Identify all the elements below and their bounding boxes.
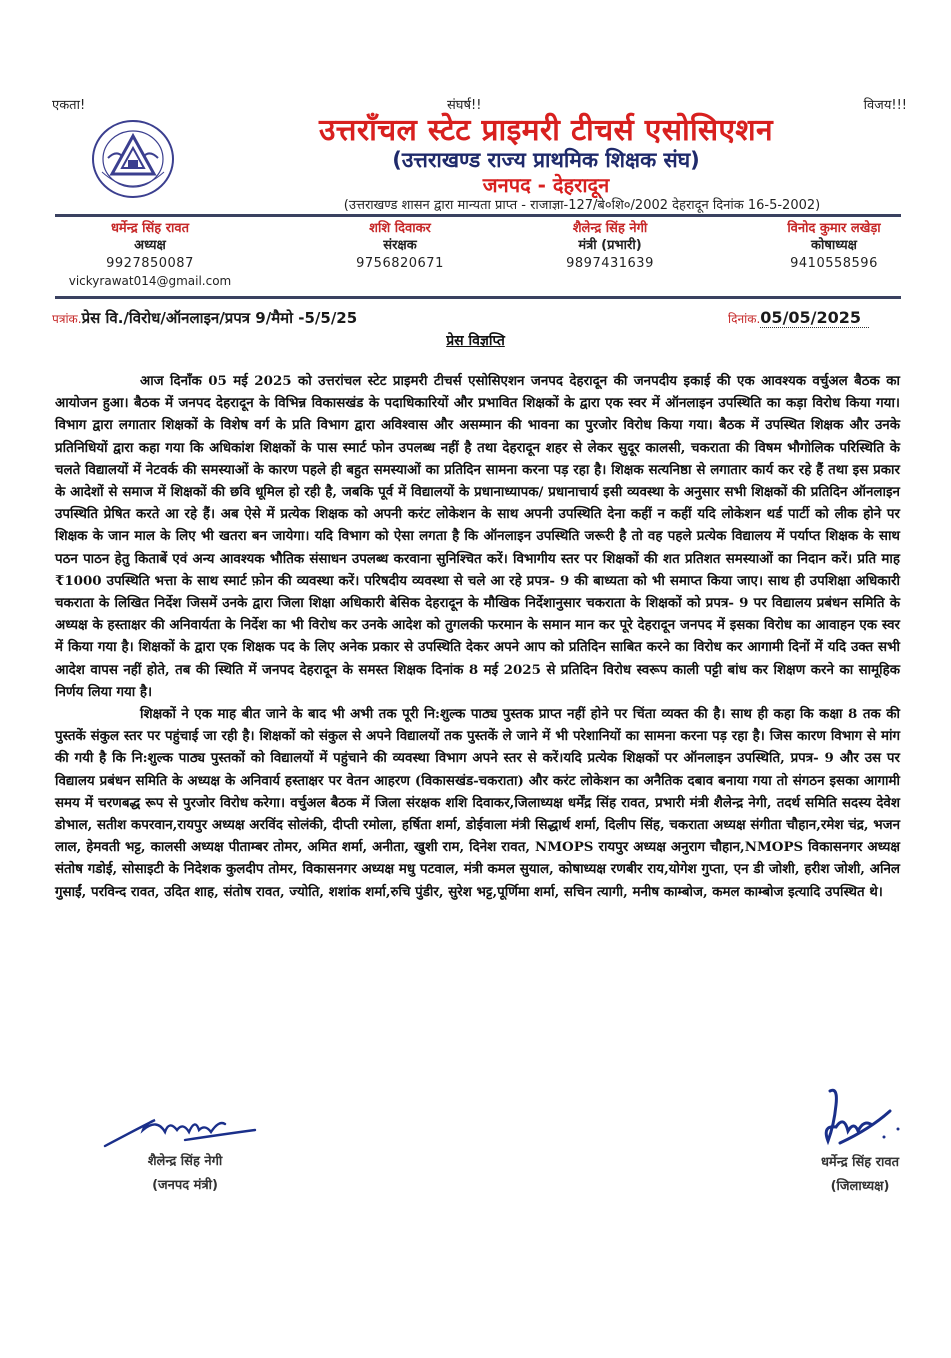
officer-phone: 9410558596 bbox=[790, 256, 878, 271]
date-label: दिनांक bbox=[728, 312, 757, 326]
officers-divider bbox=[55, 296, 901, 299]
signature-icon bbox=[95, 1110, 275, 1150]
district-name: जनपद - देहरादून bbox=[482, 173, 610, 197]
officer-name: शशि दिवाकर bbox=[369, 221, 431, 236]
body-paragraph: आज दिनाँक 05 मई 2025 को उत्तरांचल स्टेट प्राइमरी टीचर्स एसोसिएशन जनपद देहरादून की जनपदीय इकाई की एक आवश्यक वर्चुअल बैठक का आयोजन हुआ। बैठक में जनपद देहरादून के विभिन्न विकासखंड के पदाधिकारियों और प्रभावित शिक्षकों के द्वारा एक स्वर में ऑनलाइन उपस्थिति का कड़ा विरोध किया गया। विभाग द्वारा लगातार शिक्षकों के विशेष वर्ग के प्रति विभाग द्वारा अविश्वास और असम्मान की भावना का पुरजोर विरोध किया गया। बैठक में उपस्थित शिक्षक और उनके प्रतिनिधियों द्वारा कहा गया कि अधिकांश शिक्षकों के पास स्मार्ट फोन उपलब्ध नहीं है तथा देहरादून शहर से लेकर सुदूर कालसी, चकराता की विषम भौगोलिक परिस्थिति के चलते विद्यालयों में नेटवर्क की समस्याओं के कारण पहले ही बहुत समस्याओं का प्रतिदिन सामना करना पड़ रहा है। शिक्षक सत्यनिष्ठा से लगातार कार्य कर रहे हैं तथा इस प्रकार के आदेशों से समाज में शिक्षकों की छवि धूमिल हो रही है, जबकि पूर्व में विद्यालयों के प्रधानाध्यापक/ प्रधानाचार्य इसी व्यवस्था के अनुसार सभी शिक्षकों की प्रतिदिन ऑनलाइन उपस्थिति प्रेषित करते आ रहे हैं। अब ऐसे में प्रत्येक शिक्षक को अपनी करंट लोकेशन के साथ अपनी उपस्थिति देना कहीं न कहीं यदि लोकेशन थर्ड पार्टी को लीक होने पर शिक्षक के जान माल के लिए भी खतरा बन जायेगा। यदि विभाग को ऐसा लगता है कि ऑनलाइन उपस्थिति जरूरी है तो वह पहले प्रत्येक विद्यालय में पर्याप्त शिक्षक के साथ पठन पाठन हेतु किताबें एवं अन्य आवश्यक भौतिक संसाधन उपलब्ध करवाना सुनिश्चित करें। विभागीय स्तर पर शिक्षकों की शत प्रतिशत समस्याओं का निदान करें। प्रति माह ₹1000 उपस्थिति भत्ता के साथ स्मार्ट फ़ोन की व्यवस्था करें। परिषदीय व्यवस्था से चले आ रहे प्रपत्र- 9 की बाध्यता को भी समाप्त किया जाए। साथ ही उपशिक्षा अधिकारी चकराता के लिखित निर्देश जिसमें उनके द्वारा जिला शिक्षा अधिकारी बेसिक देहरादून के मौखिक निर्देशानुसार चकराता के शिक्षकों को प्रपत्र- 9 पर विद्यालय प्रबंधन समिति के अध्यक्ष के हस्ताक्षर की अनिवार्यता के निर्देश का भी विरोध कर उनके आदेश को तुगलकी फरमान के समान मान कर पूरे देहरादून जनपद में इसका विरोध का आवाहन एक स्वर में किया गया है। शिक्षकों के द्वारा एक शिक्षक पद के लिए अनेक प्रकार से उपस्थिति देकर अपने आप को प्रतिदिन साबित करने का विरोध कर आगामी दिनों में यदि उक्त सभी आदेश वापस नहीं होते, तब की स्थिति में जनपद देहरादून के समस्त शिक्षक दिनांक 8 मई 2025 से प्रतिदिन विरोध स्वरूप काली पट्टी बांध कर शिक्षण करने का सामूहिक निर्णय लिया गया है। bbox=[55, 373, 900, 700]
officer-phone: 9897431639 bbox=[566, 256, 654, 271]
date-value: 05/05/2025 bbox=[760, 308, 869, 328]
document-date: दिनांक.05/05/2025 bbox=[728, 308, 869, 327]
motto-victory: विजय!!! bbox=[863, 98, 907, 113]
officer-phone: 9756820671 bbox=[356, 256, 444, 271]
organization-name: उत्तराँचल स्टेट प्राइमरी टीचर्स एसोसिएशन bbox=[319, 113, 773, 148]
press-release-heading-wrap bbox=[0, 330, 951, 350]
officer-secretary bbox=[500, 220, 720, 273]
signatory-name: धर्मेन्द्र सिंह रावत bbox=[820, 1155, 900, 1170]
signature-icon bbox=[800, 1085, 920, 1151]
officer-phone: 9927850087 bbox=[106, 256, 194, 271]
reference-number: पत्रांक.प्रेस वि./विरोध/ऑनलाइन/प्रपत्र 9/मैमो -5/5/25 bbox=[52, 309, 358, 327]
header-divider bbox=[55, 214, 901, 217]
signatory-role: (जिलाध्यक्ष) bbox=[830, 1179, 890, 1194]
signatory-district-president bbox=[790, 1085, 930, 1199]
signatory-role: (जनपद मंत्री) bbox=[152, 1178, 218, 1193]
officer-treasurer bbox=[724, 220, 944, 273]
officer-role: अध्यक्ष bbox=[134, 238, 166, 253]
reference-value: प्रेस वि./विरोध/ऑनलाइन/प्रपत्र 9/मैमो -5/5/25 bbox=[81, 309, 358, 327]
motto-struggle: संघर्ष!! bbox=[447, 98, 482, 113]
press-release-heading: प्रेस विज्ञप्ति bbox=[446, 333, 505, 349]
officer-name: धर्मेन्द्र सिंह रावत bbox=[110, 221, 190, 236]
officer-president bbox=[40, 220, 260, 289]
motto-unity: एकता! bbox=[52, 98, 86, 113]
signatory-secretary bbox=[95, 1110, 275, 1198]
officer-role: संरक्षक bbox=[383, 238, 417, 253]
officer-name: शैलेन्द्र सिंह नेगी bbox=[572, 221, 648, 236]
organization-name-hindi: (उत्तराखण्ड राज्य प्राथमिक शिक्षक संघ) bbox=[392, 148, 700, 172]
press-release-body bbox=[55, 370, 900, 903]
body-paragraph: शिक्षकों ने एक माह बीत जाने के बाद भी अभी तक पूरी नि:शुल्क पाठ्य पुस्तक प्राप्त नहीं होने पर चिंता व्यक्त की है। साथ ही कहा कि कक्षा 8 तक की पुस्तकें संकुल स्तर पर पहुंचाई जा रही है। शिक्षकों को संकुल से अपने विद्यालयों तक पुस्तकें ले जाने में भी परेशानियों का सामना करना पड़ रहा है। जिस कारण विभाग से मांग की गयी है कि नि:शुल्क पाठ्य पुस्तकों को विद्यालयों में पहुंचाने की व्यवस्था विभाग अपने स्तर से करें।यदि प्रत्येक शिक्षकों पर ऑनलाइन उपस्थिति, प्रपत्र- 9 और उस पर विद्यालय प्रबंधन समिति के अध्यक्ष के अनिवार्य हस्ताक्षर पर वेतन आहरण (विकासखंड-चकराता) और करंट लोकेशन का अनैतिक दबाव बनाया गया तो संगठन इसका आगामी समय में चरणबद्ध रूप से पुरजोर विरोध करेगा। वर्चुअल बैठक में जिला संरक्षक शशि दिवाकर,जिलाध्यक्ष धर्मेंद्र सिंह रावत, प्रभारी मंत्री शैलेन्द्र नेगी, तदर्थ समिति सदस्य देवेश डोभाल, सतीश कपरवान,रायपुर अध्यक्ष अरविंद सोलंकी, दीप्ती रमोला, हर्षिता शर्मा, डोईवाला मंत्री सिद्धार्थ शर्मा, दिलीप सिंह, चकराता अध्यक्ष संगीता चौहान,रमेश चंद्र, भजन लाल, हेमवती भट्ट, कालसी अध्यक्ष पीताम्बर तोमर, अमित शर्मा, अनीता, खुशी राम, दिनेश रावत, NMOPS रायपुर अध्यक्ष अनुराग चौहान,NMOPS विकासनगर अध्यक्ष संतोष गडोई, सोसाइटी के निदेशक कुलदीप तोमर, विकासनगर अध्यक्ष मधु पटवाल, मंत्री कमल सुयाल, कोषाध्यक्ष रणबीर राय,योगेश गुप्ता, एन डी जोशी, हरीश जोशी, अनिल गुसाईं, परविन्द रावत, उदित शाह, संतोष रावत, ज्योति, शशांक शर्मा,रुचि पुंडीर, सुरेश भट्ट,पूर्णिमा शर्मा, सचिन त्यागी, मनीष काम्बोज, कमल काम्बोज इत्यादि उपस्थित थे। bbox=[55, 706, 900, 900]
registration-details: (उत्तराखण्ड शासन द्वारा मान्यता प्राप्त - राजाज्ञा-127/बे०शि०/2002 देहरादून दिनांक 16-5-2002) bbox=[343, 198, 821, 213]
officer-patron bbox=[290, 220, 510, 273]
officer-role: मंत्री (प्रभारी) bbox=[578, 238, 642, 253]
association-emblem-icon bbox=[90, 116, 176, 202]
signatory-name: शैलेन्द्र सिंह नेगी bbox=[147, 1154, 223, 1169]
officer-email: vickyrawat014@gmail.com bbox=[68, 274, 232, 288]
officer-role: कोषाध्यक्ष bbox=[811, 238, 857, 253]
officer-name: विनोद कुमार लखेड़ा bbox=[787, 221, 881, 236]
reference-label: पत्रांक bbox=[52, 312, 78, 326]
